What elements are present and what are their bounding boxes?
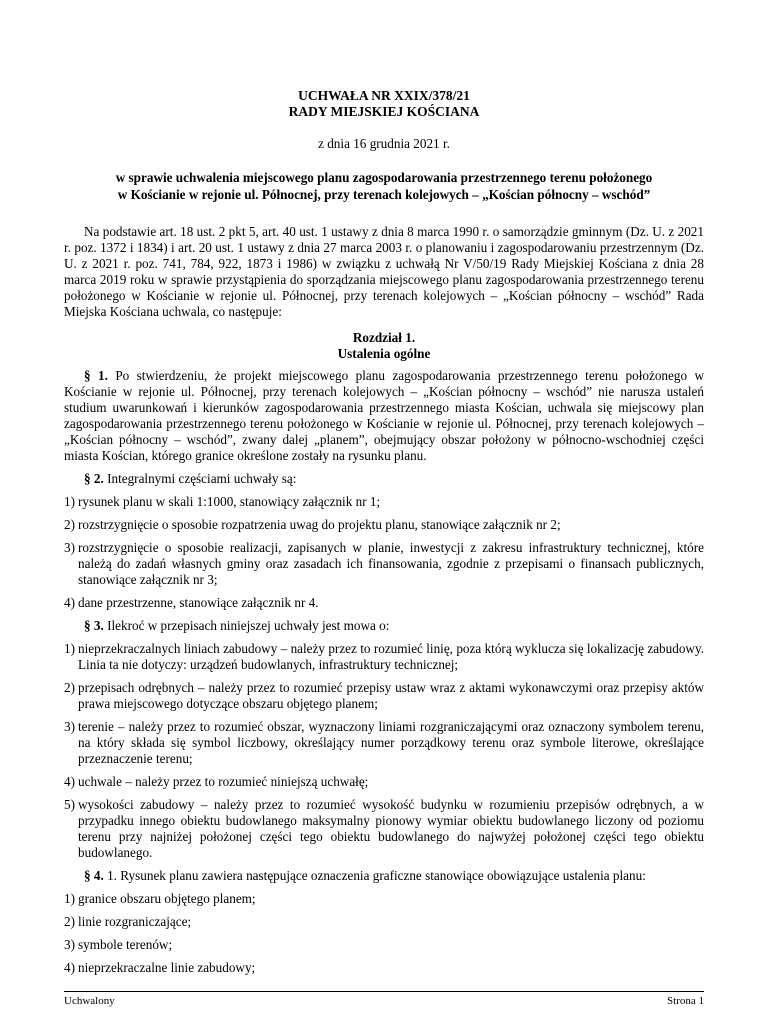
list-item-number: 1): [64, 641, 75, 656]
list-item-number: 1): [64, 891, 75, 906]
section-4-list: [64, 891, 704, 976]
resolution-subject: [64, 169, 704, 203]
footer-divider: [64, 991, 704, 992]
list-item: [64, 595, 704, 611]
section-1: [64, 368, 704, 464]
list-item-text: rozstrzygnięcie o sposobie realizacji, zapisanych w planie, inwestycji z zakresu infrastruktury technicznej, które należą do zadań własnych gminy oraz zasadach ich finansowania, zgodnie z przepisami o finansach publicznych, stanowiące załącznik nr 3;: [78, 540, 704, 587]
list-item-number: 2): [64, 680, 75, 695]
section-text: Po stwierdzeniu, że projekt miejscowego planu zagospodarowania przestrzennego terenu położonego w Kościanie w rejonie ul. Północnej, przy terenach kolejowych – „Kościan północny – wschód” nie narusza ustaleń studium uwarunkowań i kierunków zagospodarowania przestrzennego miasta Kościan, uchwala się miejscowy plan zagospodarowania przestrzennego terenu położonego w Kościanie w rejonie ul. Północnej, przy terenach kolejowych – „Kościan północny – wschód”, zwany dalej „planem”, obejmujący obszar położony w północno-wschodniej części miasta Kościan, którego granice określone zostały na rysunku planu.: [64, 368, 704, 463]
council-name: RADY MIEJSKIEJ KOŚCIANA: [288, 104, 480, 119]
list-item: [64, 540, 704, 588]
list-item: [64, 680, 704, 712]
list-item-number: 3): [64, 719, 75, 734]
list-item: [64, 914, 704, 930]
section-text: 1. Rysunek planu zawiera następujące oznaczenia graficzne stanowiące obowiązujące ustalenia planu:: [103, 868, 646, 883]
list-item: [64, 797, 704, 861]
list-item-text: nieprzekraczalnych liniach zabudowy – należy przez to rozumieć linię, poza którą wyklucza się lokalizację zabudowy. Linia ta nie dotyczy: urządzeń budowlanych, infrastruktury technicznej;: [78, 641, 704, 672]
list-item-text: przepisach odrębnych – należy przez to rozumieć przepisy ustaw wraz z aktami wykonawczymi oraz przepisy aktów prawa miejscowego dotyczące obszaru objętego planem;: [78, 680, 704, 711]
resolution-date: z dnia 16 grudnia 2021 r.: [318, 136, 450, 151]
list-item: [64, 517, 704, 533]
document-page: [64, 88, 704, 976]
section-text: Integralnymi częściami uchwały są:: [103, 471, 297, 486]
list-item: [64, 494, 704, 510]
chapter-title: Rozdział 1.: [352, 330, 416, 345]
list-item-text: rysunek planu w skali 1:1000, stanowiący załącznik nr 1;: [78, 494, 381, 509]
section-3: [64, 618, 704, 634]
list-item: [64, 719, 704, 767]
list-item: [64, 937, 704, 953]
section-number: § 4.: [84, 868, 104, 883]
list-item-text: uchwale – należy przez to rozumieć niniejszą uchwałę;: [78, 774, 369, 789]
list-item-text: dane przestrzenne, stanowiące załącznik nr 4.: [78, 595, 319, 610]
legal-basis-paragraph: Na podstawie art. 18 ust. 2 pkt 5, art. 40 ust. 1 ustawy z dnia 8 marca 1990 r. o samorządzie gminnym (Dz. U. z 2021 r. poz. 1372 i 1834) i art. 20 ust. 1 ustawy z dnia 27 marca 2003 r. o planowaniu i zagospodarowaniu przestrzennym (Dz. U. z 2021 r. poz. 741, 784, 922, 1873 i 1986) w związku z uchwałą Nr V/50/19 Rady Miejskiej Kościana z dnia 28 marca 2019 roku w sprawie przystąpienia do sporządzania miejscowego planu zagospodarowania przestrzennego terenu położonego w Kościanie w rejonie ul. Północnej, przy terenach kolejowych – „Kościan północny – wschód” Rada Miejska Kościana uchwala, co następuje:: [64, 224, 704, 319]
section-4: [64, 868, 704, 884]
section-number: § 1.: [84, 368, 108, 383]
section-number: § 2.: [84, 471, 104, 486]
list-item-text: terenie – należy przez to rozumieć obszar, wyznaczony liniami rozgraniczającymi oraz oznaczony symbolem terenu, na który składa się symbol liczbowy, określający numer porządkowy terenu oraz symbole literowe, określające przeznaczenie terenu;: [78, 719, 704, 766]
page-number: Strona 1: [667, 995, 704, 1007]
list-item: [64, 774, 704, 790]
list-item-number: 3): [64, 937, 75, 952]
page-footer: [64, 995, 704, 1007]
resolution-number: UCHWAŁA NR XXIX/378/21: [298, 88, 470, 103]
list-item-text: symbole terenów;: [78, 937, 173, 952]
section-number: § 3.: [84, 618, 104, 633]
section-3-list: [64, 641, 704, 861]
section-2-list: [64, 494, 704, 611]
list-item-text: linie rozgraniczające;: [78, 914, 192, 929]
list-item-number: 3): [64, 540, 75, 555]
chapter-subtitle: Ustalenia ogólne: [337, 346, 431, 361]
list-item-text: rozstrzygnięcie o sposobie rozpatrzenia uwag do projektu planu, stanowiące załącznik nr 2;: [78, 517, 561, 532]
footer-status: Uchwalony: [64, 995, 115, 1007]
list-item-number: 2): [64, 914, 75, 929]
list-item: [64, 960, 704, 976]
list-item-text: nieprzekraczalne linie zabudowy;: [78, 960, 256, 975]
list-item-number: 1): [64, 494, 75, 509]
subject-line-1: w sprawie uchwalenia miejscowego planu zagospodarowania przestrzennego terenu położonego: [115, 170, 653, 185]
list-item-number: 5): [64, 797, 75, 812]
list-item-text: wysokości zabudowy – należy przez to rozumieć wysokość budynku w rozumieniu przepisów odrębnych, a w przypadku innego obiektu budowlanego maksymalny pionowy wymiar obiektu budowlanego liczony od poziomu terenu przy najniżej położonej części tego obiektu budowlanego do najwyżej położonej części tego obiektu budowlanego.: [78, 797, 704, 860]
list-item-number: 4): [64, 960, 75, 975]
list-item-number: 2): [64, 517, 75, 532]
section-2: [64, 471, 704, 487]
list-item-number: 4): [64, 595, 75, 610]
subject-line-2: w Kościanie w rejonie ul. Północnej, przy terenach kolejowych – „Kościan północny – wschód”: [117, 187, 651, 202]
list-item: [64, 641, 704, 673]
list-item-text: granice obszaru objętego planem;: [78, 891, 256, 906]
chapter-heading: [64, 330, 704, 362]
section-text: Ilekroć w przepisach niniejszej uchwały jest mowa o:: [103, 618, 390, 633]
list-item-number: 4): [64, 774, 75, 789]
list-item: [64, 891, 704, 907]
